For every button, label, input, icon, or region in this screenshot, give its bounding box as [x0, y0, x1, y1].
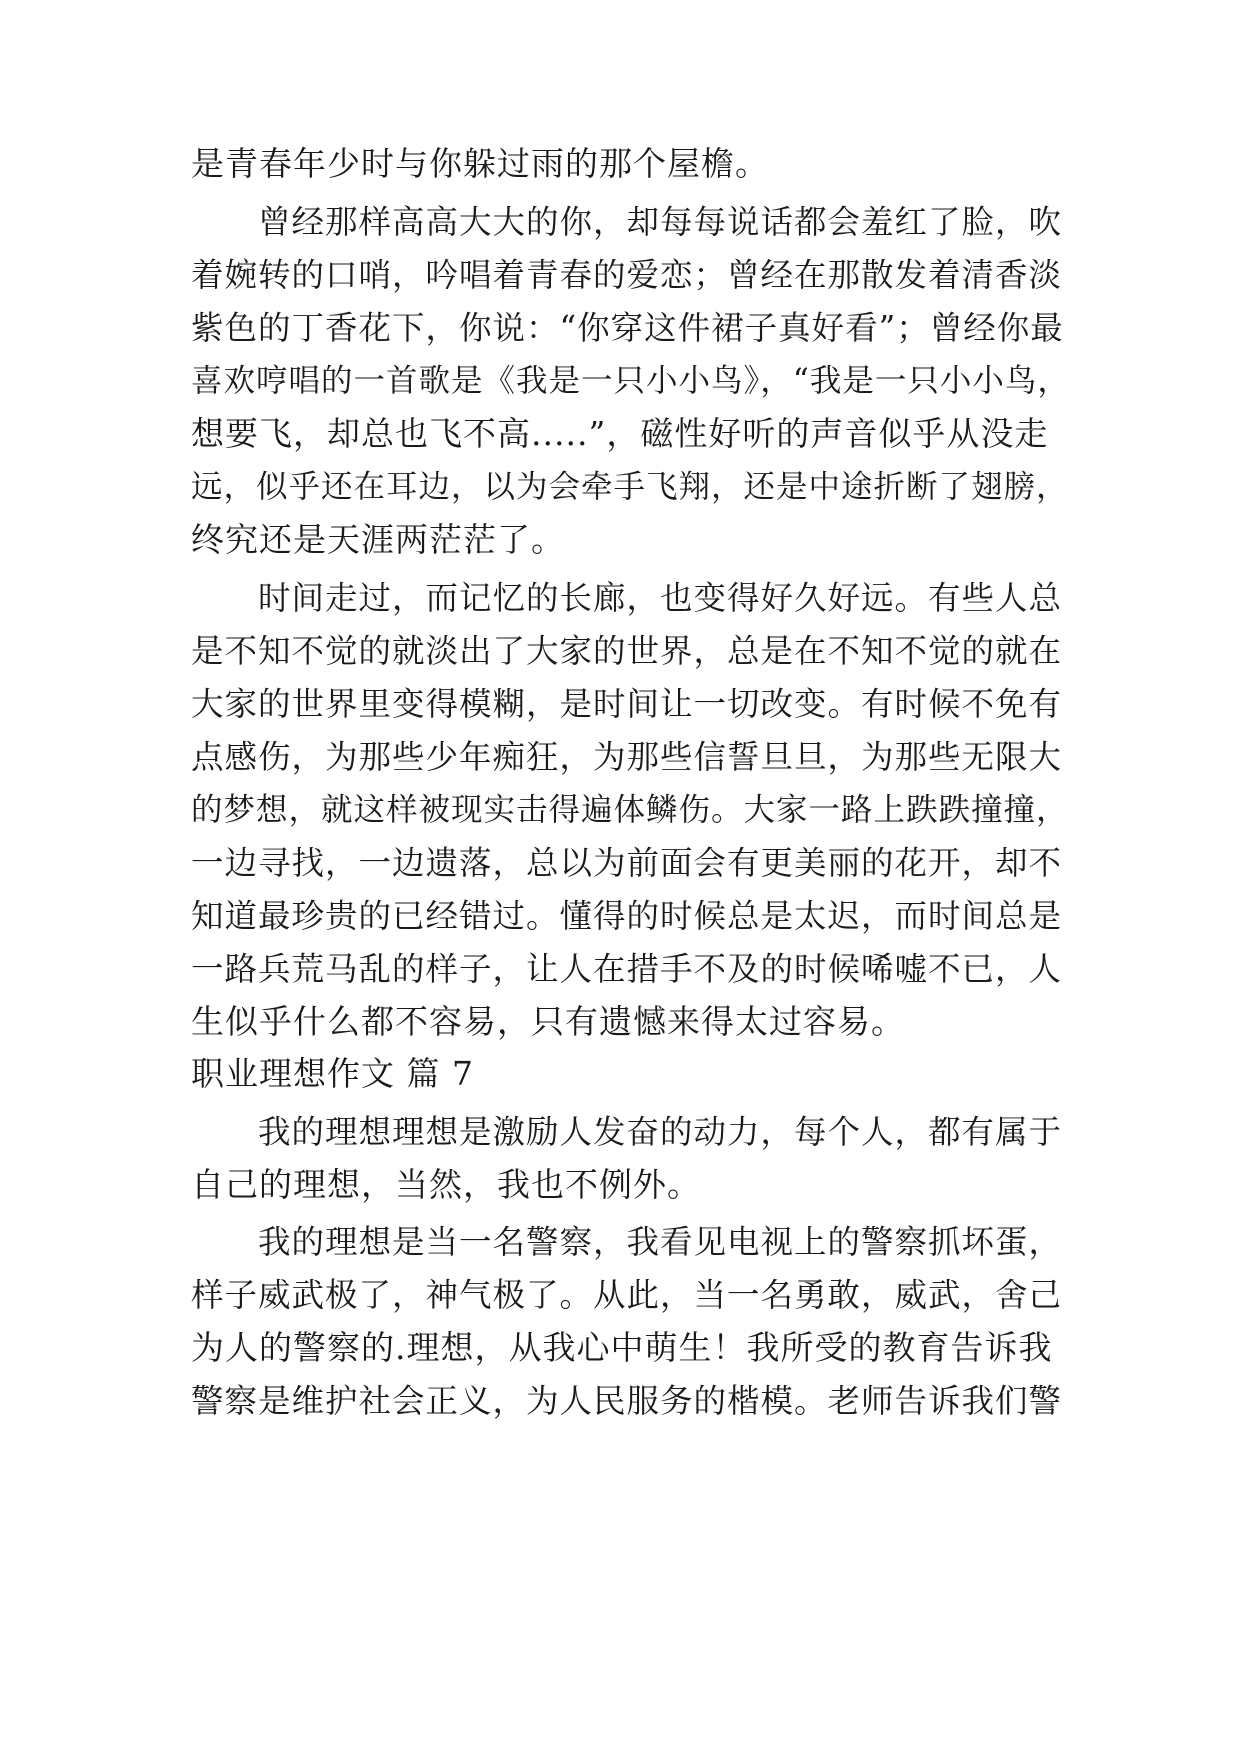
text-line: 想要飞，却总也飞不高.....”，磁性好听的声音似乎从没走 [191, 414, 1049, 453]
paragraph-start-line: 曾经那样高高大大的你，却每每说话都会羞红了脸，吹 [258, 203, 1063, 241]
paragraph-start-line: 我的理想理想是激励人发奋的动力，每个人，都有属于 [258, 1113, 1063, 1151]
text-line: 的梦想，就这样被现实击得遍体鳞伤。大家一路上跌跌撞撞， [191, 792, 1069, 828]
text-line: 样子威武极了，神气极了。从此，当一名勇敢，威武，舍己 [191, 1276, 1063, 1314]
text-line: 为人的警察的.理想，从我心中萌生！我所受的教育告诉我 [191, 1328, 1053, 1367]
paragraph-start-line: 时间走过，而记忆的长廊，也变得好久好远。有些人总 [258, 579, 1063, 617]
text-line: 知道最珍贵的已经错过。懂得的时候总是太迟，而时间总是 [191, 897, 1063, 935]
text-line: 远，似乎还在耳边，以为会牵手飞翔，还是中途折断了翅膀， [191, 469, 1069, 505]
text-line: 点感伤，为那些少年痴狂，为那些信誓旦旦，为那些无限大 [191, 738, 1063, 776]
text-line: 着婉转的口哨，吟唱着青春的爱恋；曾经在那散发着清香淡 [191, 256, 1063, 294]
text-line: 是青春年少时与你躲过雨的那个屋檐。 [191, 144, 769, 183]
text-line: 终究还是天涯两茫茫了。 [191, 520, 565, 559]
text-line: 一路兵荒马乱的样子，让人在措手不及的时候唏嘘不已，人 [191, 950, 1063, 988]
text-line: 喜欢哼唱的一首歌是《我是一只小小鸟》，“我是一只小小鸟， [191, 363, 1070, 399]
text-line: 警察是维护社会正义，为人民服务的楷模。老师告诉我们警 [191, 1382, 1063, 1420]
section-heading: 职业理想作文 篇 7 [191, 1054, 474, 1093]
text-line: 一边寻找，一边遗落，总以为前面会有更美丽的花开，却不 [191, 844, 1063, 882]
text-line: 生似乎什么都不容易，只有遗憾来得太过容易。 [191, 1002, 905, 1041]
text-line: 自己的理想，当然，我也不例外。 [191, 1165, 701, 1204]
text-line: 紫色的丁香花下，你说：“你穿这件裙子真好看”；曾经你最 [191, 309, 1064, 347]
paragraph-start-line: 我的理想是当一名警察，我看见电视上的警察抓坏蛋， [258, 1223, 1063, 1261]
text-line: 是不知不觉的就淡出了大家的世界，总是在不知不觉的就在 [191, 632, 1063, 670]
text-line: 大家的世界里变得模糊，是时间让一切改变。有时候不免有 [191, 685, 1063, 723]
